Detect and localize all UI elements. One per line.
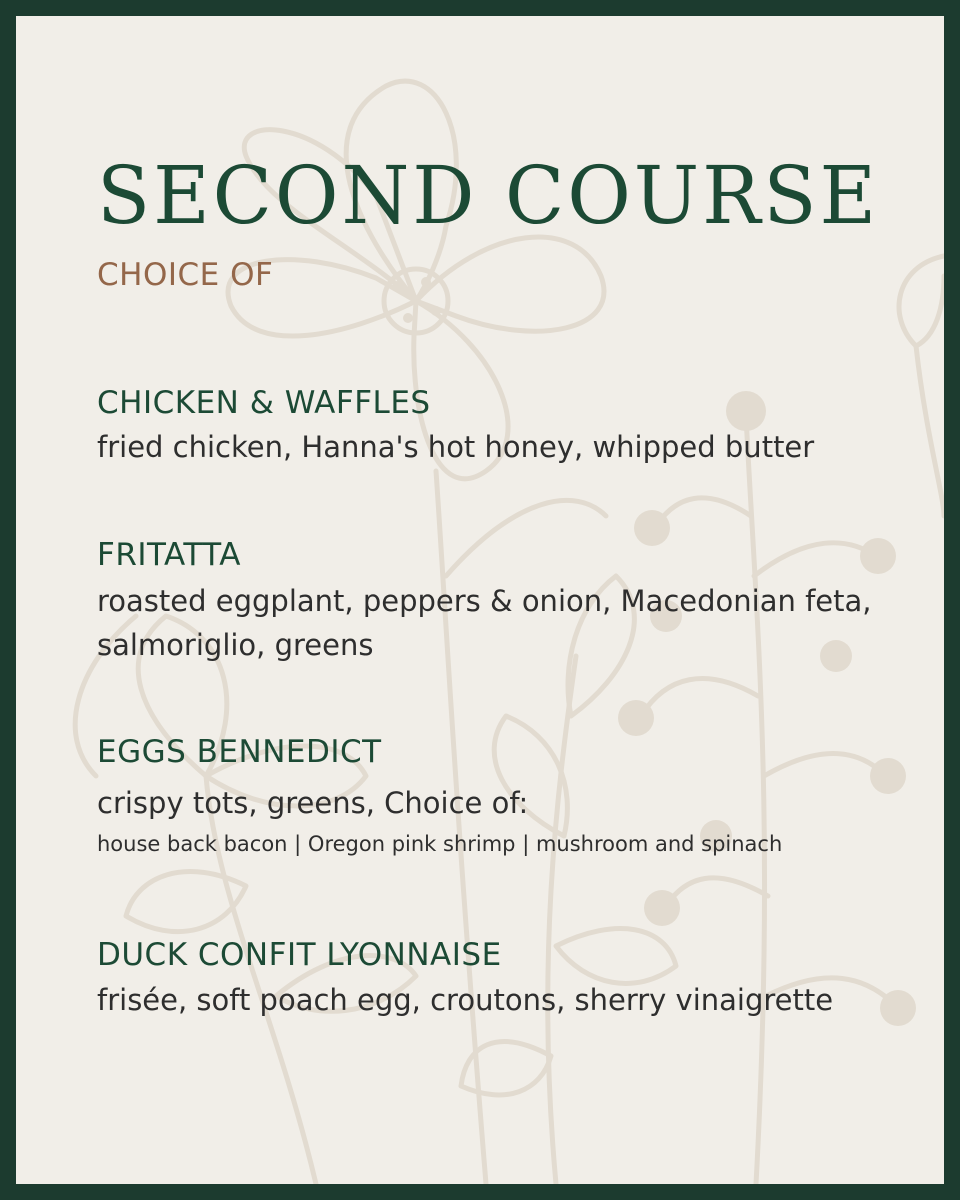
menu-card xyxy=(16,16,944,1184)
menu-item-name-chicken-waffles: CHICKEN & WAFFLES xyxy=(97,385,431,421)
menu-item-description-eggs-benedict: crispy tots, greens, Choice of: xyxy=(97,786,529,820)
menu-item-description-duck-confit: frisée, soft poach egg, croutons, sherry vinaigrette xyxy=(97,983,834,1017)
leaf-illustration xyxy=(75,616,416,1184)
menu-item-name-duck-confit: DUCK CONFIT LYONNAISE xyxy=(97,937,502,973)
page-title: SECOND COURSE xyxy=(97,149,880,242)
menu-item-name-fritatta: FRITATTA xyxy=(97,537,241,573)
menu-item-description-chicken-waffles: fried chicken, Hanna's hot honey, whipped butter xyxy=(97,430,815,464)
menu-item-description-fritatta-line-1: roasted eggplant, peppers & onion, Macedonian feta, xyxy=(97,584,872,618)
course-subtitle: CHOICE OF xyxy=(97,257,274,293)
menu-item-name-eggs-benedict: EGGS BENNEDICT xyxy=(97,734,382,770)
menu-item-options-eggs-benedict: house back bacon | Oregon pink shrimp | mushroom and spinach xyxy=(97,832,783,856)
stem-illustration xyxy=(461,576,676,1184)
menu-item-description-fritatta-line-2: salmoriglio, greens xyxy=(97,628,374,662)
berry-branch-illustration xyxy=(618,391,916,1184)
side-leaf-illustration xyxy=(899,256,944,516)
